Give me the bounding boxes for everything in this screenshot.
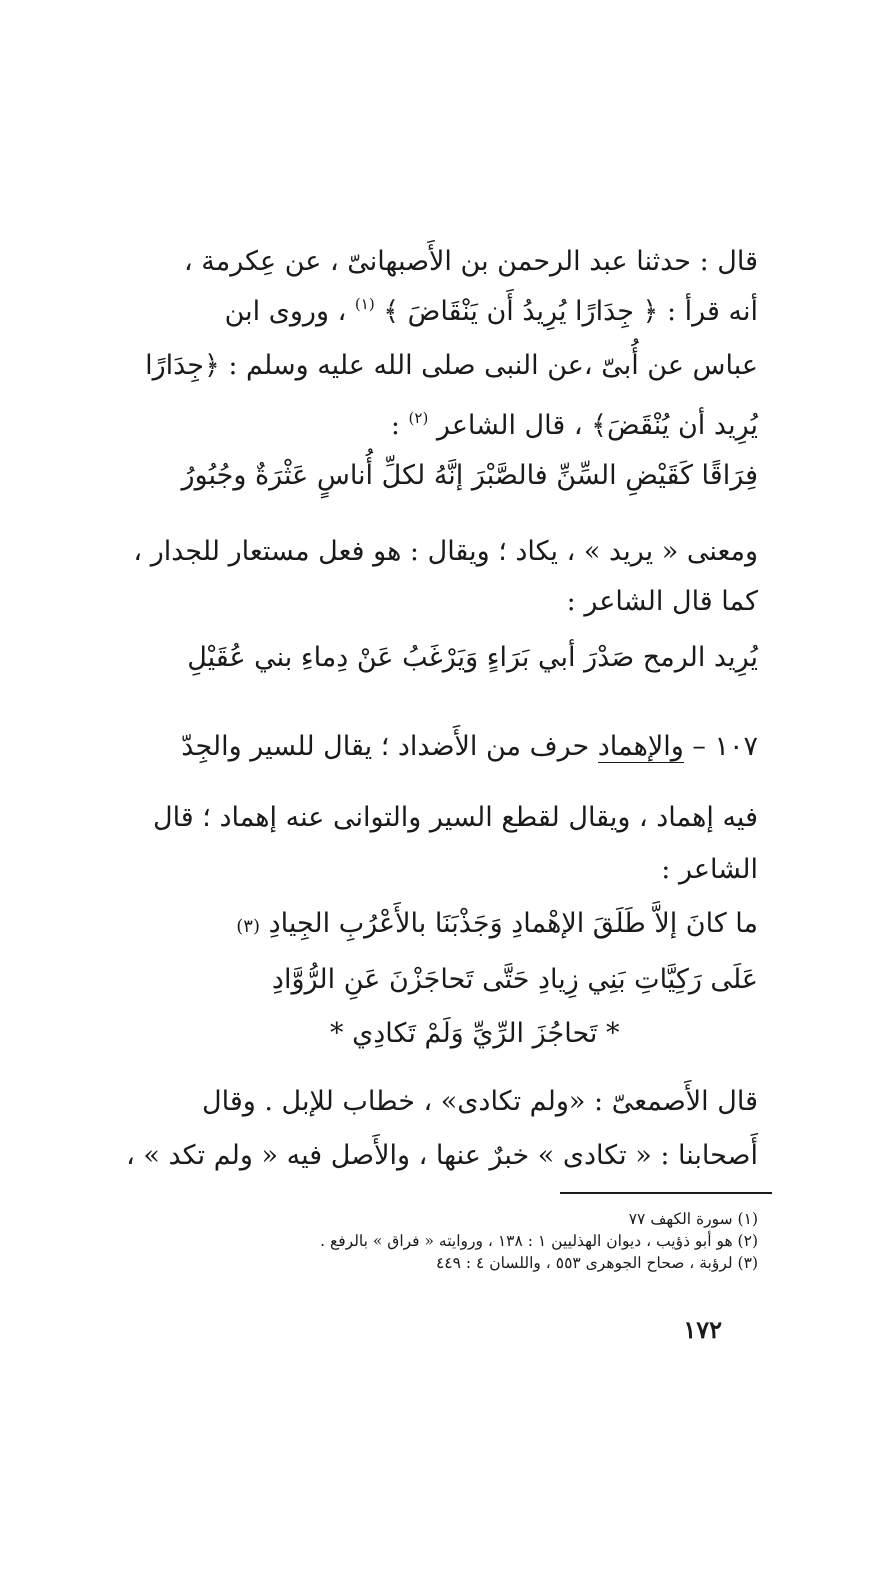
text-fragment: حرف من الأَضداد ؛ يقال للسير والجِدّ bbox=[181, 731, 598, 762]
footnote: (١) سورة الكهف ٧٧ bbox=[628, 1210, 758, 1228]
verse-line: يُرِيد الرمح صَدْرَ أبي بَرَاءٍ وَيَرْغَبُ عَنْ دِماءِ بني عُقَيْلِ bbox=[187, 642, 758, 673]
entry-number: ١٠٧ – bbox=[683, 731, 758, 762]
verse-line bbox=[236, 902, 758, 949]
text-line: كما قال الشاعر : bbox=[566, 586, 758, 617]
footnote-separator bbox=[560, 1192, 772, 1194]
text-fragment: : bbox=[390, 410, 400, 441]
text-line: فيه إهماد ، ويقال لقطع السير والتوانى عنه إهماد ؛ قال bbox=[152, 802, 758, 833]
footnote: (٣) لرؤبة ، صحاح الجوهرى ٥٥٣ ، واللسان ٤ : ٤٤٩ bbox=[435, 1254, 758, 1272]
verse-line: عَلَى رَكِيَّاتِ بَنِي زِيادِ حَتَّى تَحاجَزْنَ عَنِ الرُّوَّادِ bbox=[271, 964, 758, 995]
text-line: أَصحابنا : « تكادى » خبرٌ عنها ، والأَصل فيه « ولم تكد » ، bbox=[126, 1140, 758, 1171]
text-line bbox=[391, 404, 758, 448]
text-line: عباس عن أُبىّ ،عن النبى صلى الله عليه وسلم : ﴿جِدَارًا bbox=[145, 350, 758, 381]
verse-line: فِرَاقًا كَقَيْضِ السِّنِّ فالصَّبْرَ إنَّهُ لكلِّ أُناسٍ عَثْرَةٌ وجُبُورُ bbox=[181, 460, 758, 491]
entry-keyword: والإهماد bbox=[597, 731, 684, 762]
text-line bbox=[225, 290, 758, 334]
quran-quote: أنه قرأ : ﴿ جِدَارًا يُرِيدُ أَن يَنْقَاضَ ﴾ bbox=[383, 296, 758, 327]
footnote-ref: (٣) bbox=[236, 916, 260, 937]
text-fragment: ، وروى ابن bbox=[224, 296, 347, 327]
entry-heading-line bbox=[181, 725, 758, 769]
footnote-ref: (١) bbox=[354, 295, 375, 313]
footnote: (٢) هو أبو ذؤيب ، ديوان الهذليين ١ : ١٣٨ ، وروايته « فراق » بالرفع . bbox=[320, 1232, 758, 1250]
text-line: قال الأَصمعىّ : «ولم تكادى» ، خطاب للإبل . وقال bbox=[201, 1086, 758, 1117]
footnote-ref: (٢) bbox=[408, 409, 429, 427]
text-fragment: ما كانَ إلاَّ طَلَقَ الإهْمادِ وَجَذْبَنَا بالأَعْرُبِ الجِيادِ bbox=[268, 908, 758, 939]
page-number: ١٧٢ bbox=[683, 1315, 722, 1344]
text-line: قال : حدثنا عبد الرحمن بن الأَصبهانىّ ، عن عِكرمة ، bbox=[183, 246, 758, 277]
text-fragment: يُرِيد أن يُنْقَضَ﴾ ، قال الشاعر bbox=[436, 410, 758, 441]
verse-line: * تَحاجُزَ الرِّيِّ وَلَمْ تَكادِي * bbox=[330, 1018, 620, 1049]
text-line: ومعنى « يريد » ، يكاد ؛ ويقال : هو فعل مستعار للجدار ، bbox=[133, 536, 758, 567]
text-line: الشاعر : bbox=[661, 854, 758, 885]
